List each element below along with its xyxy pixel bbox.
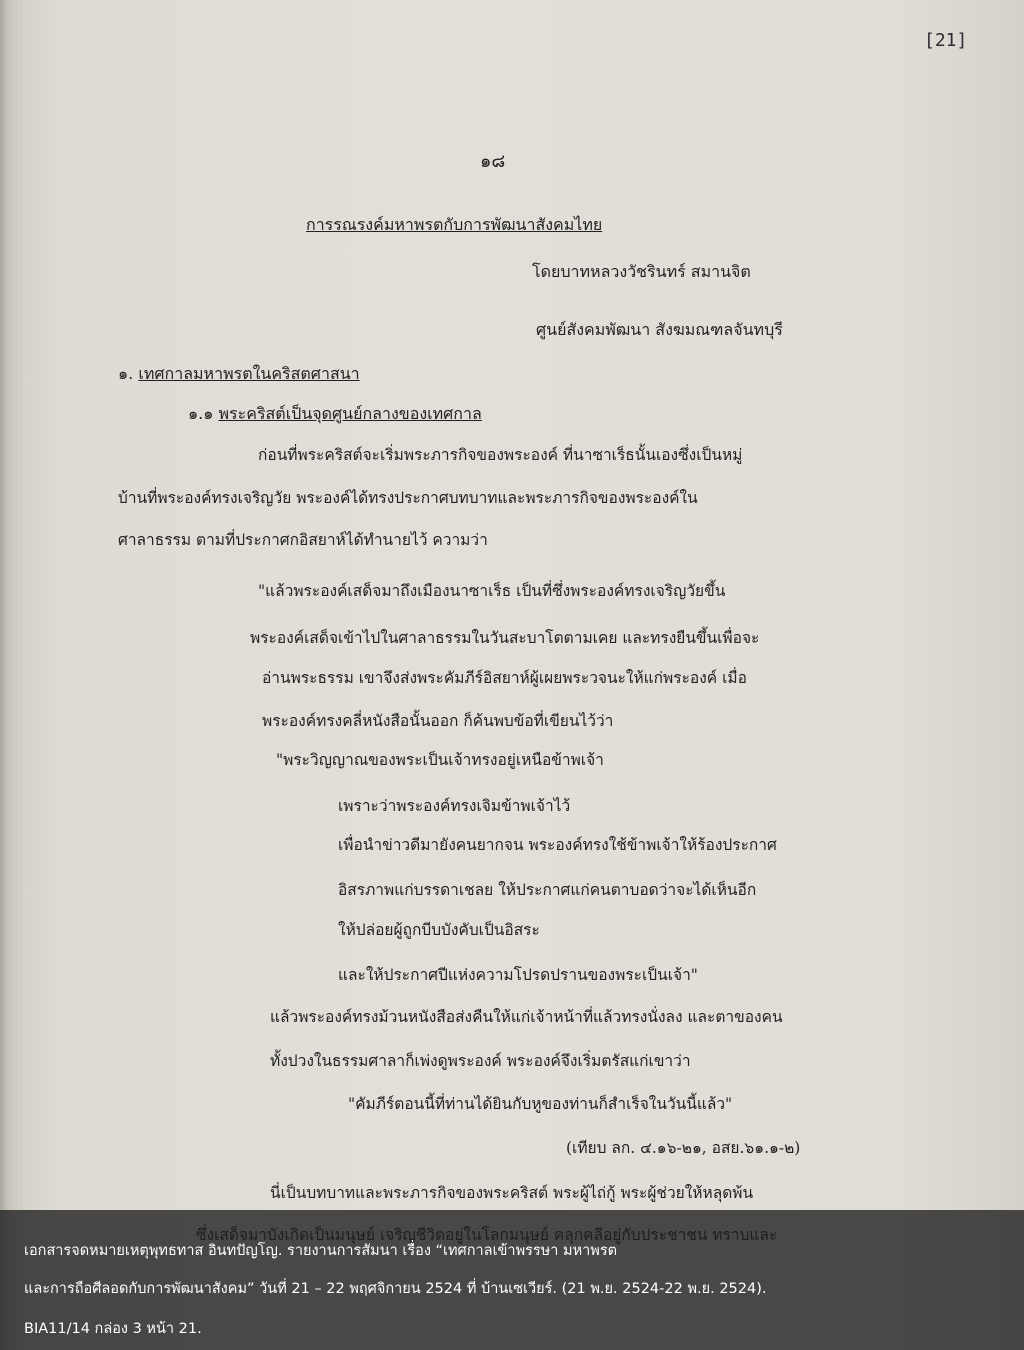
caption-line: และการถือศีลอดกับการพัฒนาสังคม” วันที่ 21 – 22 พฤศจิกายน 2524 ที่ บ้านเซเวียร์. (21 พ.ย. 2524-22 พ.ย. 2524). [24,1281,767,1297]
scripture-line: เพื่อนำข่าวดีมายังคนยากจน พระองค์ทรงใช้ข้าพเจ้าให้ร้องประกาศ [338,836,777,854]
scripture-line: และให้ประกาศปีแห่งความโปรดปรานของพระเป็นเจ้า" [338,966,698,984]
archive-caption [0,1210,1024,1350]
quote-line: "คัมภีร์ตอนนี้ที่ท่านได้ยินกับหูของท่านก็สำเร็จในวันนี้แล้ว" [348,1095,733,1113]
archive-page-stamp: [21] [924,30,968,51]
subsection-heading [188,402,482,427]
quote-line: อ่านพระธรรม เขาจึงส่งพระคัมภีร์อิสยาห์ผู้เผยพระวจนะให้แก่พระองค์ เมื่อ [262,669,747,687]
citation-line: (เทียบ ลก. ๔.๑๖-๒๑, อสย.๖๑.๑-๒) [566,1139,801,1157]
body-line: ก่อนที่พระคริสต์จะเริ่มพระภารกิจของพระองค์ ที่นาซาเร็ธนั้นเองซึ่งเป็นหมู่ [258,446,743,464]
scripture-line: ให้ปล่อยผู้ถูกบีบบังคับเป็นอิสระ [338,921,540,939]
quote-line: พระองค์ทรงคลี่หนังสือนั้นออก ก็ค้นพบข้อที่เขียนไว้ว่า [262,712,614,730]
body-line: นี่เป็นบทบาทและพระภารกิจของพระคริสต์ พระผู้ไถ่กู้ พระผู้ช่วยให้หลุดพ้น [270,1184,754,1202]
caption-line: BIA11/14 กล่อง 3 หน้า 21. [24,1321,202,1337]
body-line: บ้านที่พระองค์ทรงเจริญวัย พระองค์ได้ทรงประกาศบทบาทและพระภารกิจของพระองค์ใน [118,489,698,507]
subsection-title: พระคริสต์เป็นจุดศูนย์กลางของเทศกาล [218,404,482,423]
scripture-line: อิสรภาพแก่บรรดาเชลย ให้ประกาศแก่คนตาบอดว่าจะได้เห็นอีก [338,881,757,899]
section-number: ๑. [118,364,134,383]
section-heading [118,362,360,387]
author-line: โดยบาทหลวงวัชรินทร์ สมานจิต [532,262,751,281]
quote-line: แล้วพระองค์ทรงม้วนหนังสือส่งคืนให้แก่เจ้าหน้าที่แล้วทรงนั่งลง และตาของคน [270,1008,783,1026]
section-title: เทศกาลมหาพรตในคริสตศาสนา [138,364,360,383]
body-line: ศาลาธรรม ตามที่ประกาศกอิสยาห์ได้ทำนายไว้ ความว่า [118,531,488,549]
page-number: ๑๘ [480,151,506,172]
scripture-line: เพราะว่าพระองค์ทรงเจิมข้าพเจ้าไว้ [338,797,571,815]
quote-line: พระองค์เสด็จเข้าไปในศาลาธรรมในวันสะบาโตตามเคย และทรงยืนขึ้นเพื่อจะ [250,629,760,647]
page-gutter [0,0,20,1350]
quote-line: ทั้งปวงในธรรมศาลาก็เพ่งดูพระองค์ พระองค์จึงเริ่มตรัสแก่เขาว่า [270,1052,691,1070]
quote-line: "แล้วพระองค์เสด็จมาถึงเมืองนาซาเร็ธ เป็นที่ซึ่งพระองค์ทรงเจริญวัยขึ้น [258,582,726,600]
scripture-line: "พระวิญญาณของพระเป็นเจ้าทรงอยู่เหนือข้าพเจ้า [276,751,604,769]
affiliation-line: ศูนย์สังคมพัฒนา สังฆมณฑลจันทบุรี [536,320,783,339]
subsection-number: ๑.๑ [188,404,214,423]
caption-line: เอกสารจดหมายเหตุพุทธทาส อินทปัญโญ. รายงานการสัมนา เรื่อง “เทศกาลเข้าพรรษา มหาพรต [24,1243,618,1259]
document-title: การรณรงค์มหาพรตกับการพัฒนาสังคมไทย [306,215,603,234]
